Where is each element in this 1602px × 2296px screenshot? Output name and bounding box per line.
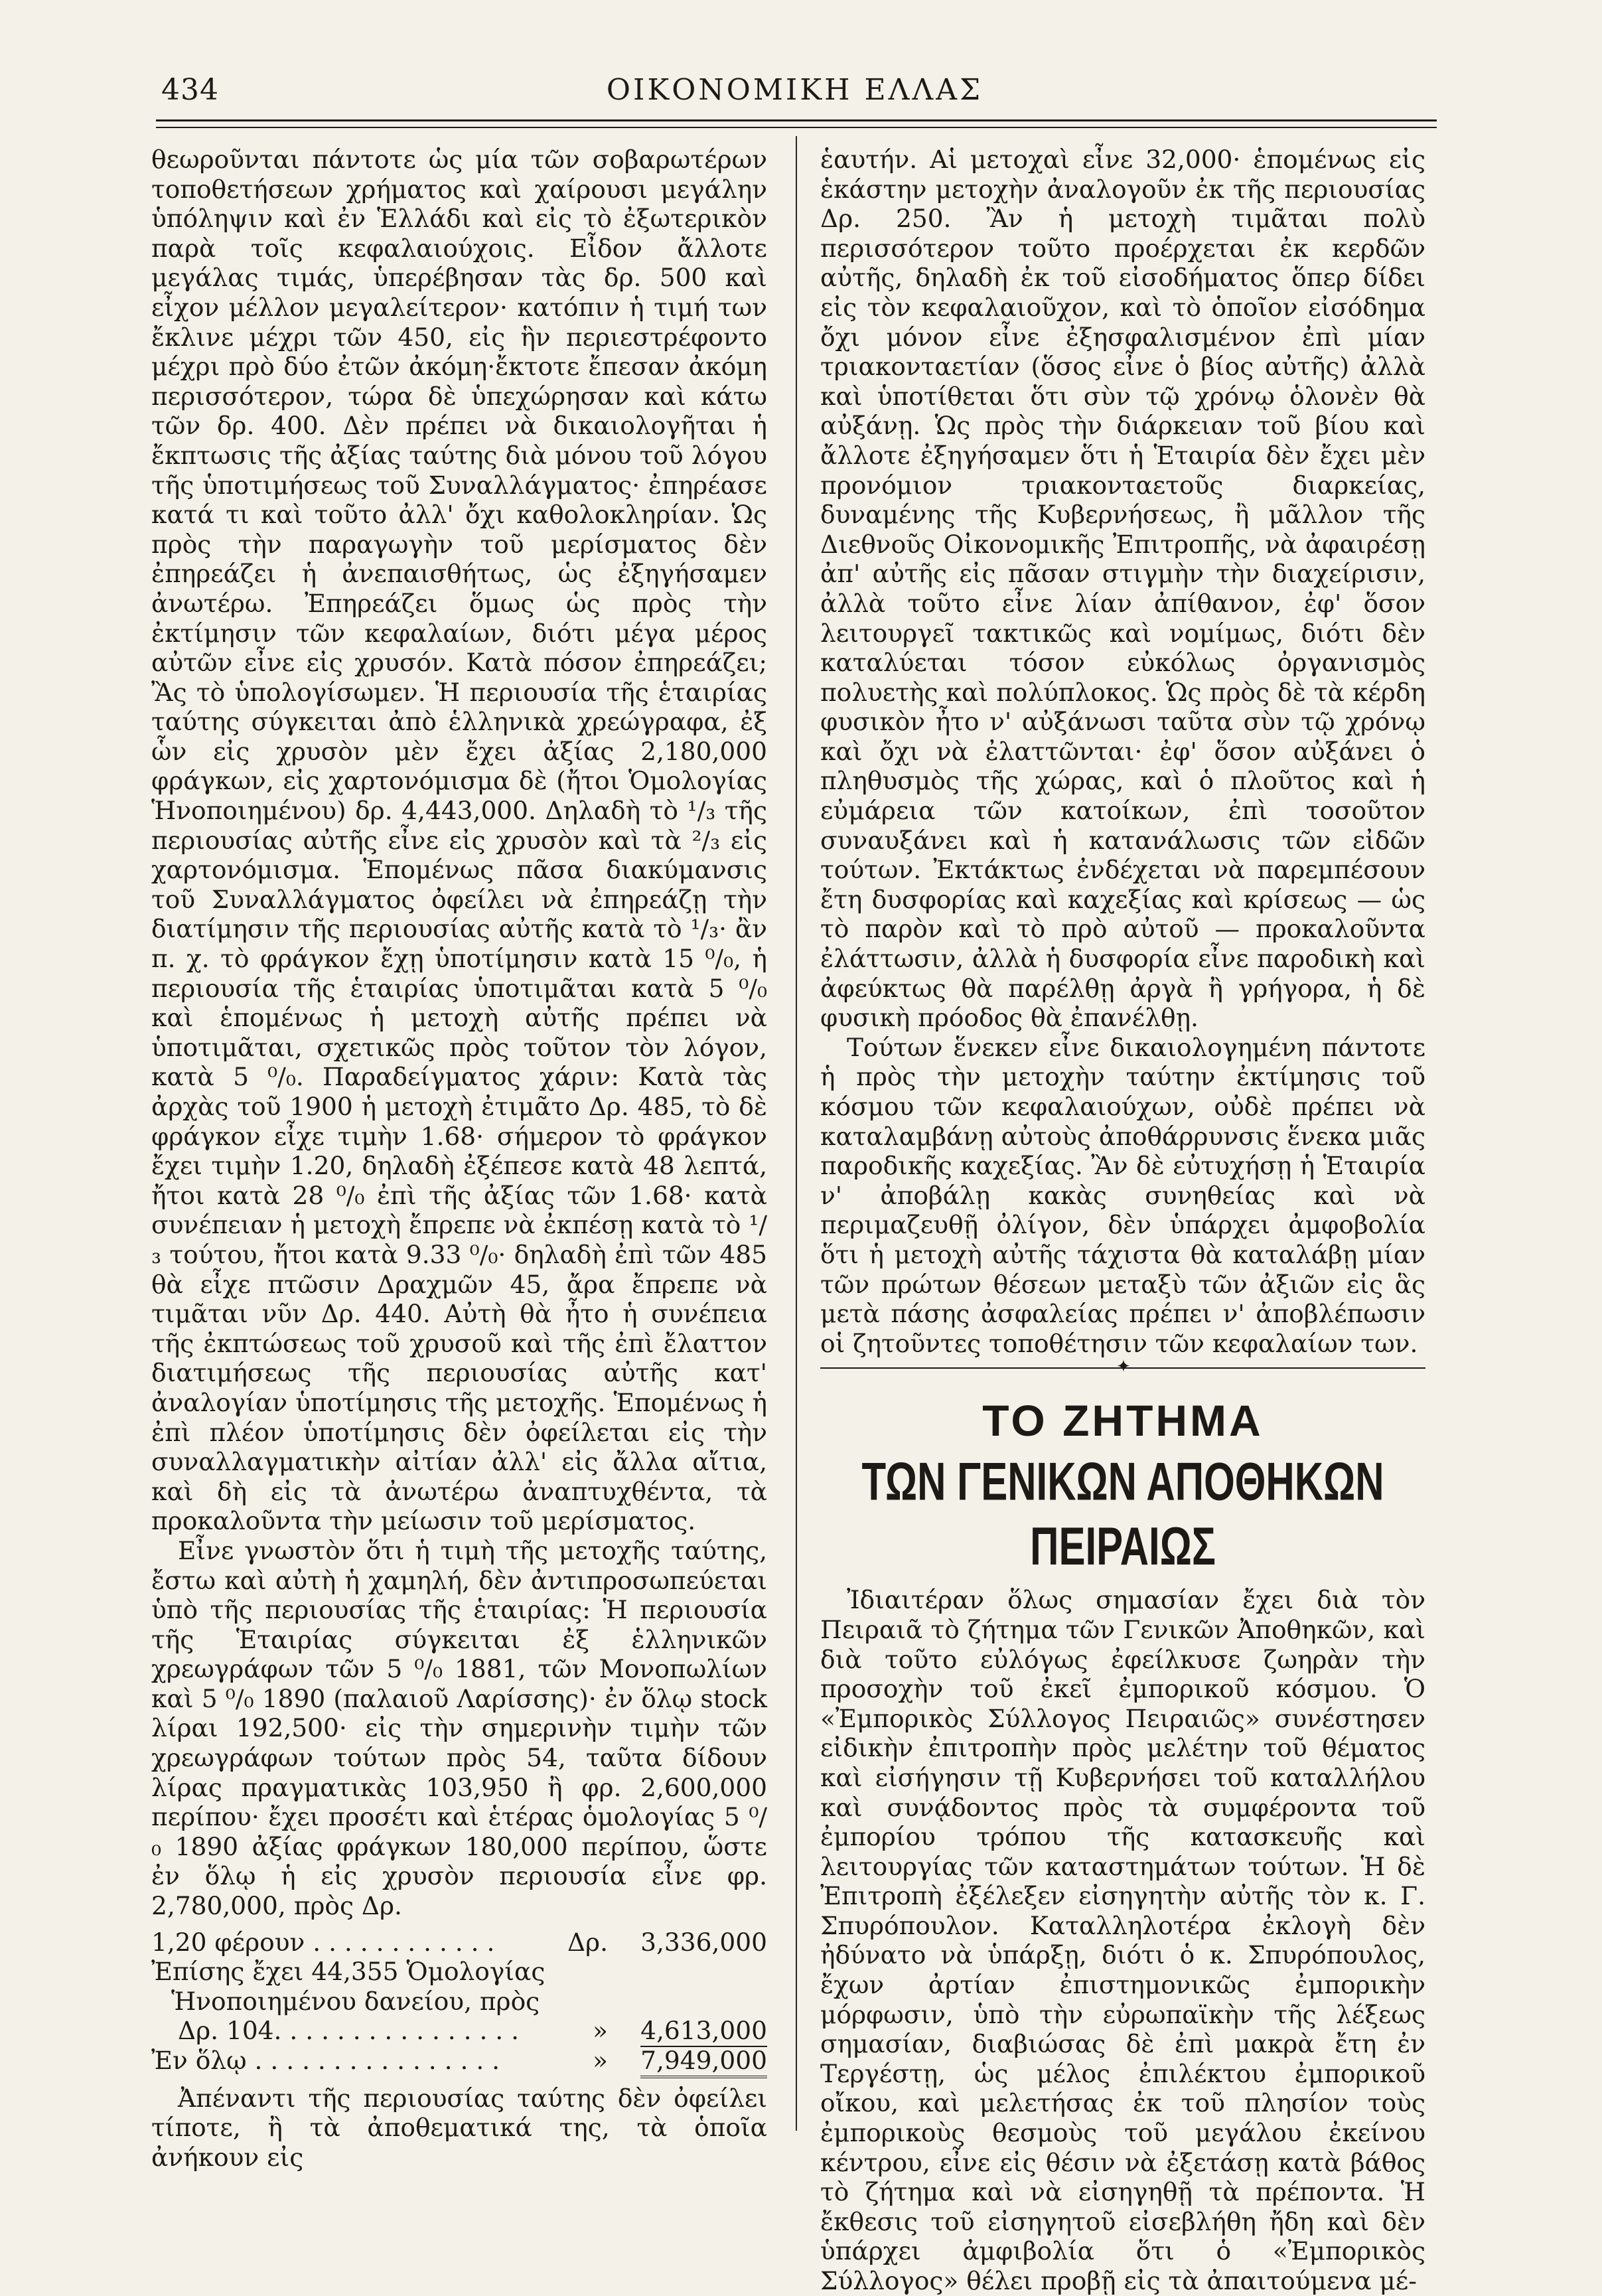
holdings-table: [151, 1928, 767, 2076]
holdings-currency: Δρ.: [567, 1927, 608, 1957]
page-number: 434: [161, 73, 219, 107]
holdings-row: [151, 1987, 767, 2017]
holdings-total-amount: 7,949,000: [640, 2046, 767, 2078]
header-rule: [156, 119, 1437, 121]
journal-title: ΟΙΚΟΝΟΜΙΚΗ ΕΛΛΑΣ: [606, 73, 983, 107]
header-rule-secondary: [156, 127, 1437, 128]
holdings-row: [151, 2016, 767, 2046]
right-column: [820, 145, 1425, 2296]
holdings-row: [151, 1957, 767, 1987]
column-divider: [796, 136, 797, 2131]
separator-ornament: ✦: [1116, 1357, 1131, 1377]
holdings-label: Ἐπίσης ἔχει 44,355 Ὁμολογίας: [151, 1957, 546, 1987]
holdings-label: Ἡνοποιημένου δανείου, πρὸς: [171, 1986, 540, 2016]
holdings-amount: 4,613,000: [640, 2016, 767, 2047]
holdings-amount: 3,336,000: [640, 1927, 767, 1957]
holdings-row: [151, 1928, 767, 1957]
holdings-currency: »: [593, 2046, 608, 2075]
left-paragraph-3: Ἀπέναντι τῆς περιουσίας ταύτης δὲν ὀφείλει τίποτε, ἢ τὰ ἀποθεματικά της, τὰ ὁποῖα ἀνήκουν εἰς: [151, 2083, 767, 2172]
section-separator: [820, 1357, 1425, 1377]
left-paragraph-2: Εἶνε γνωστὸν ὅτι ἡ τιμὴ τῆς μετοχῆς ταύτης, ἔστω καὶ αὐτὴ ἡ χαμηλή, δὲν ἀντιπροσωπεύεται ὑπὸ τῆς περιουσίας τῆς ἑταιρίας: Ἡ περιουσία τῆς Ἑταιρίας σύγκειται ἐξ ἑλληνικῶν χρεωγράφων τῶν 5 ⁰/₀ 1881, τῶν Μονοπωλίων καὶ 5 ⁰/₀ 1890 (παλαιοῦ Λαρίσσης)· ἐν ὅλῳ stock λίραι 192,500· εἰς τὴν σημερινὴν τιμὴν τῶν χρεωγράφων τούτων πρὸς 54, ταῦτα δίδουν λίρας πραγματικὰς 103,950 ἢ φρ. 2,600,000 περίπου· ἔχει προσέτι καὶ ἑτέρας ὁμολογίας 5 ⁰/₀ 1890 ἀξίας φράγκων 180,000 περίπου, ὥστε ἐν ὅλῳ ἡ εἰς χρυσὸν περιουσία εἶνε φρ. 2,780,000, πρὸς Δρ.: [151, 1535, 767, 1921]
holdings-label: 1,20 φέρουν . . . . . . . . . . . .: [151, 1927, 495, 1957]
right-paragraph-1: ἑαυτήν. Αἱ μετοχαὶ εἶνε 32,000· ἑπομένως εἰς ἑκάστην μετοχὴν ἀναλογοῦν ἐκ τῆς περιουσίας Δρ. 250. Ἂν ἡ μετοχὴ τιμᾶται πολὺ περισσότερον τοῦτο προέρχεται ἐκ κερδῶν αὐτῆς, δηλαδὴ ἐκ τοῦ εἰσοδήματος ὅπερ δίδει εἰς τὸν κεφαλαιοῦχον, καὶ τὸ ὁποῖον εἰσόδημα ὄχι μόνον εἶνε ἐξησφαλισμένον ἐπὶ μίαν τριακονταετίαν (ὅσος εἶνε ὁ βίος αὐτῆς) ἀλλὰ καὶ ὑποτίθεται ὅτι σὺν τῷ χρόνῳ ὁλονὲν θὰ αὐξάνῃ. Ὡς πρὸς τὴν διάρκειαν τοῦ βίου καὶ ἄλλοτε ἐξηγήσαμεν ὅτι ἡ Ἑταιρία δὲν ἔχει μὲν προνόμιον τριακονταετοῦς διαρκείας, δυναμένης τῆς Κυβερνήσεως, ἢ μᾶλλον τῆς Διεθνοῦς Οἰκονομικῆς Ἐπιτροπῆς, νὰ ἀφαιρέσῃ ἀπ' αὐτῆς εἰς πᾶσαν στιγμὴν τὴν διαχείρισιν, ἀλλὰ τοῦτο εἶνε λίαν ἀπίθανον, ἐφ' ὅσον λειτουργεῖ τακτικῶς καὶ νομίμως, διότι δὲν καταλύεται τόσον εὐκόλως ὀργανισμὸς πολυετὴς καὶ πολύπλοκος. Ὡς πρὸς δὲ τὰ κέρδη φυσικὸν ἦτο ν' αὐξάνωσι ταῦτα σὺν τῷ χρόνῳ καὶ ὄχι νὰ ἐλαττῶνται· ἐφ' ὅσον αὐξάνει ὁ πληθυσμὸς τῆς χώρας, καὶ ὁ πλοῦτος καὶ ἡ εὐμάρεια τῶν κατοίκων, ἐπὶ τοσοῦτον συναυξάνει καὶ ἡ κατανάλωσις τῶν εἰδῶν τούτων. Ἐκτάκτως ἐνδέχεται νὰ παρεμπέσουν ἔτη δυσφορίας καὶ καχεξίας καὶ κρίσεως — ὡς τὸ παρὸν καὶ τὸ πρὸ αὐτοῦ — προκαλοῦντα ἐλάττωσιν, ἀλλὰ ἡ δυσφορία εἶνε παροδικὴ καὶ ἀφεύκτως θὰ παρέλθῃ ἀργὰ ἢ γρήγορα, ἡ δὲ φυσικὴ πρόοδος θὰ ἐπανέλθῃ.: [820, 145, 1425, 1033]
holdings-label: Ἐν ὅλῳ . . . . . . . . . . . . . . . .: [151, 2046, 500, 2075]
holdings-currency: »: [593, 2016, 608, 2046]
left-column: [151, 145, 767, 2172]
right-paragraph-2: Τούτων ἕνεκεν εἶνε δικαιολογημένη πάντοτε ἡ πρὸς τὴν μετοχὴν ταύτην ἐκτίμησις τοῦ κόσμου τῶν κεφαλαιούχων, οὐδὲ πρέπει νὰ καταλαμβάνῃ αὐτοὺς ἀποθάρρυνσις ἕνεκα μιᾶς παροδικῆς καχεξίας. Ἂν δὲ εὐτυχήσῃ ἡ Ἑταιρία ν' ἀποβάλῃ κακὰς συνηθείας καὶ νὰ περιμαζευθῇ ὀλίγον, δὲν ὑπάρχει ἀμφοβολία ὅτι ἡ μετοχὴ αὐτῆς τάχιστα θὰ καταλάβῃ μίαν τῶν πρώτων θέσεων μεταξὺ τῶν ἀξιῶν εἰς ἃς μετὰ πάσης ἀσφαλείας πρέπει ν' ἀποβλέπωσιν οἱ ζητοῦντες τοποθέτησιν τῶν κεφαλαίων των.: [820, 1032, 1425, 1358]
right-paragraph-3: Ἰδιαιτέραν ὅλως σημασίαν ἔχει διὰ τὸν Πειραιᾶ τὸ ζήτημα τῶν Γενικῶν Ἀποθηκῶν, καὶ διὰ τοῦτο εὐλόγως ἐφείλκυσε ζωηρὰν τὴν προσοχὴν τοῦ ἐκεῖ ἐμπορικοῦ κόσμου. Ὁ «Ἐμπορικὸς Σύλλογος Πειραιῶς» συνέστησεν εἰδικὴν ἐπιτροπὴν πρὸς μελέτην τοῦ θέματος καὶ εἰσήγησιν τῇ Κυβερνήσει τοῦ καταλλήλου καὶ συνᾴδοντος πρὸς τὰ συμφέροντα τοῦ ἐμπορίου τρόπου τῆς κατασκευῆς καὶ λειτουργίας τῶν καταστημάτων τούτων. Ἡ δὲ Ἐπιτροπὴ ἐξέλεξεν εἰσηγητὴν αὐτῆς τὸν κ. Γ. Σπυρόπουλον. Καταλληλοτέρα ἐκλογὴ δὲν ἠδύνατο νὰ ὑπάρξῃ, διότι ὁ κ. Σπυρόπουλος, ἔχων ἀρτίαν ἐπιστημονικῶς ἐμπορικὴν μόρφωσιν, ὑπὸ τὴν εὐρωπαϊκὴν τῆς λέξεως σημασίαν, διαβιώσας δὲ ἐπὶ μακρὰ ἔτη ἐν Τεργέστῃ, ὡς μέλος ἐπιλέκτου ἐμπορικοῦ οἴκου, καὶ μελετήσας ἐκ τοῦ πλησίον τοὺς ἐμπορικοὺς θεσμοὺς τοῦ μεγάλου ἐκείνου κέντρου, εἶνε εἰς θέσιν νὰ ἐξετάσῃ κατὰ βάθος τὸ ζήτημα καὶ νὰ εἰσηγηθῇ τὰ πρέποντα. Ἡ ἔκθεσις τοῦ εἰσηγητοῦ εἰσεβλήθη ἤδη καὶ δὲν ὑπάρχει ἀμφιβολία ὅτι ὁ «Ἐμπορικὸς Σύλλογος» θέλει προβῇ εἰς τὰ ἀπαιτούμενα μέ-: [820, 1585, 1425, 2295]
page-header: [156, 69, 1433, 122]
article-title: ΤΟ ΖΗΤΗΜΑ: [982, 1396, 1264, 1446]
article-subtitle: ΤΩΝ ΓΕΝΙΚΩΝ ΑΠΟΘΗΚΩΝ ΠΕΙΡΑΙΩΣ: [861, 1452, 1384, 1576]
left-paragraph-1: θεωροῦνται πάντοτε ὡς μία τῶν σοβαρωτέρων τοποθετήσεων χρήματος καὶ χαίρουσι μεγάλην ὑπόληψιν καὶ ἐν Ἑλλάδι καὶ εἰς τὸ ἐξωτερικὸν παρὰ τοῖς κεφαλαιούχοις. Εἶδον ἄλλοτε μεγάλας τιμάς, ὑπερέβησαν τὰς δρ. 500 καὶ εἶχον μέλλον μεγαλείτερον· κατόπιν ἡ τιμή των ἔκλινε μέχρι τῶν 450, εἰς ἣν περιεστρέφοντο μέχρι πρὸ δύο ἐτῶν ἀκόμη·ἔκτοτε ἔπεσαν ἀκόμη περισσότερον, τώρα δὲ ὑπεχώρησαν καὶ κάτω τῶν δρ. 400. Δὲν πρέπει νὰ δικαιολογῆται ἡ ἔκπτωσις τῆς ἀξίας ταύτης διὰ μόνου τοῦ λόγου τῆς ὑποτιμήσεως τοῦ Συναλλάγματος· ἐπηρέασε κατά τι καὶ τοῦτο ἀλλ' ὄχι καθολοκληρίαν. Ὡς πρὸς τὴν παραγωγὴν τοῦ μερίσματος δὲν ἐπηρεάζει ἡ ἀνεπαισθήτως, ὡς ἐξηγήσαμεν ἀνωτέρω. Ἐπηρεάζει ὅμως ὡς πρὸς τὴν ἐκτίμησιν τῶν κεφαλαίων, διότι μέγα μέρος αὐτῶν εἶνε εἰς χρυσόν. Κατὰ πόσον ἐπηρεάζει; Ἂς τὸ ὑπολογίσωμεν. Ἡ περιουσία τῆς ἑταιρίας ταύτης σύγκειται ἀπὸ ἑλληνικὰ χρεώγραφα, ἐξ ὧν εἰς χρυσὸν μὲν ἔχει ἀξίας 2,180,000 φράγκων, εἰς χαρτονόμισμα δὲ (ἤτοι Ὁμολογίας Ἡνοποιημένου) δρ. 4,443,000. Δηλαδὴ τὸ ¹/₃ τῆς περιουσίας αὐτῆς εἶνε εἰς χρυσὸν καὶ τὰ ²/₃ εἰς χαρτονόμισμα. Ἑπομένως πᾶσα διακύμανσις τοῦ Συναλλάγματος ὀφείλει νὰ ἐπηρεάζῃ τὴν διατίμησιν τῆς περιουσίας αὐτῆς κατὰ τὸ ¹/₃· ἂν π. χ. τὸ φράγκον ἔχῃ ὑποτίμησιν κατὰ 15 ⁰/₀, ἡ περιουσία τῆς ἑταιρίας ὑποτιμᾶται κατὰ 5 ⁰/₀ καὶ ἑπομένως ἡ μετοχὴ αὐτῆς πρέπει νὰ ὑποτιμᾶται, σχετικῶς πρὸς τοῦτον τὸν λόγον, κατὰ 5 ⁰/₀. Παραδείγματος χάριν: Κατὰ τὰς ἀρχὰς τοῦ 1900 ἡ μετοχὴ ἐτιμᾶτο Δρ. 485, τὸ δὲ φράγκον εἶχε τιμὴν 1.68· σήμερον τὸ φράγκον ἔχει τιμὴν 1.20, δηλαδὴ ἐξέπεσε κατὰ 48 λεπτά, ἤτοι κατὰ 28 ⁰/₀ ἐπὶ τῆς ἀξίας τῶν 1.68· κατὰ συνέπειαν ἡ μετοχὴ ἔπρεπε νὰ ἐκπέσῃ κατὰ τὸ ¹/₃ τούτου, ἤτοι κατὰ 9.33 ⁰/₀· δηλαδὴ ἐπὶ τῶν 485 θὰ εἶχε πτῶσιν Δραχμῶν 45, ἄρα ἔπρεπε νὰ τιμᾶται νῦν Δρ. 440. Αὐτὴ θὰ ἦτο ἡ συνέπεια τῆς ἐκπτώσεως τοῦ χρυσοῦ καὶ τῆς ἐπὶ ἔλαττον διατιμήσεως τῆς περιουσίας αὐτῆς κατ' ἀναλογίαν ὑποτίμησις τῆς μετοχῆς. Ἑπομένως ἡ ἐπὶ πλέον ὑποτίμησις δὲν ὀφείλεται εἰς τὴν συναλλαγματικὴν αἰτίαν ἀλλ' εἰς ἄλλα αἴτια, καὶ δὴ εἰς τὰ ἀνωτέρω ἀναπτυχθέντα, τὰ προκαλοῦντα τὴν μείωσιν τοῦ μερίσματος.: [151, 145, 767, 1536]
holdings-row-total: [151, 2046, 767, 2076]
holdings-label: Δρ. 104. . . . . . . . . . . . . . . .: [178, 2016, 520, 2046]
